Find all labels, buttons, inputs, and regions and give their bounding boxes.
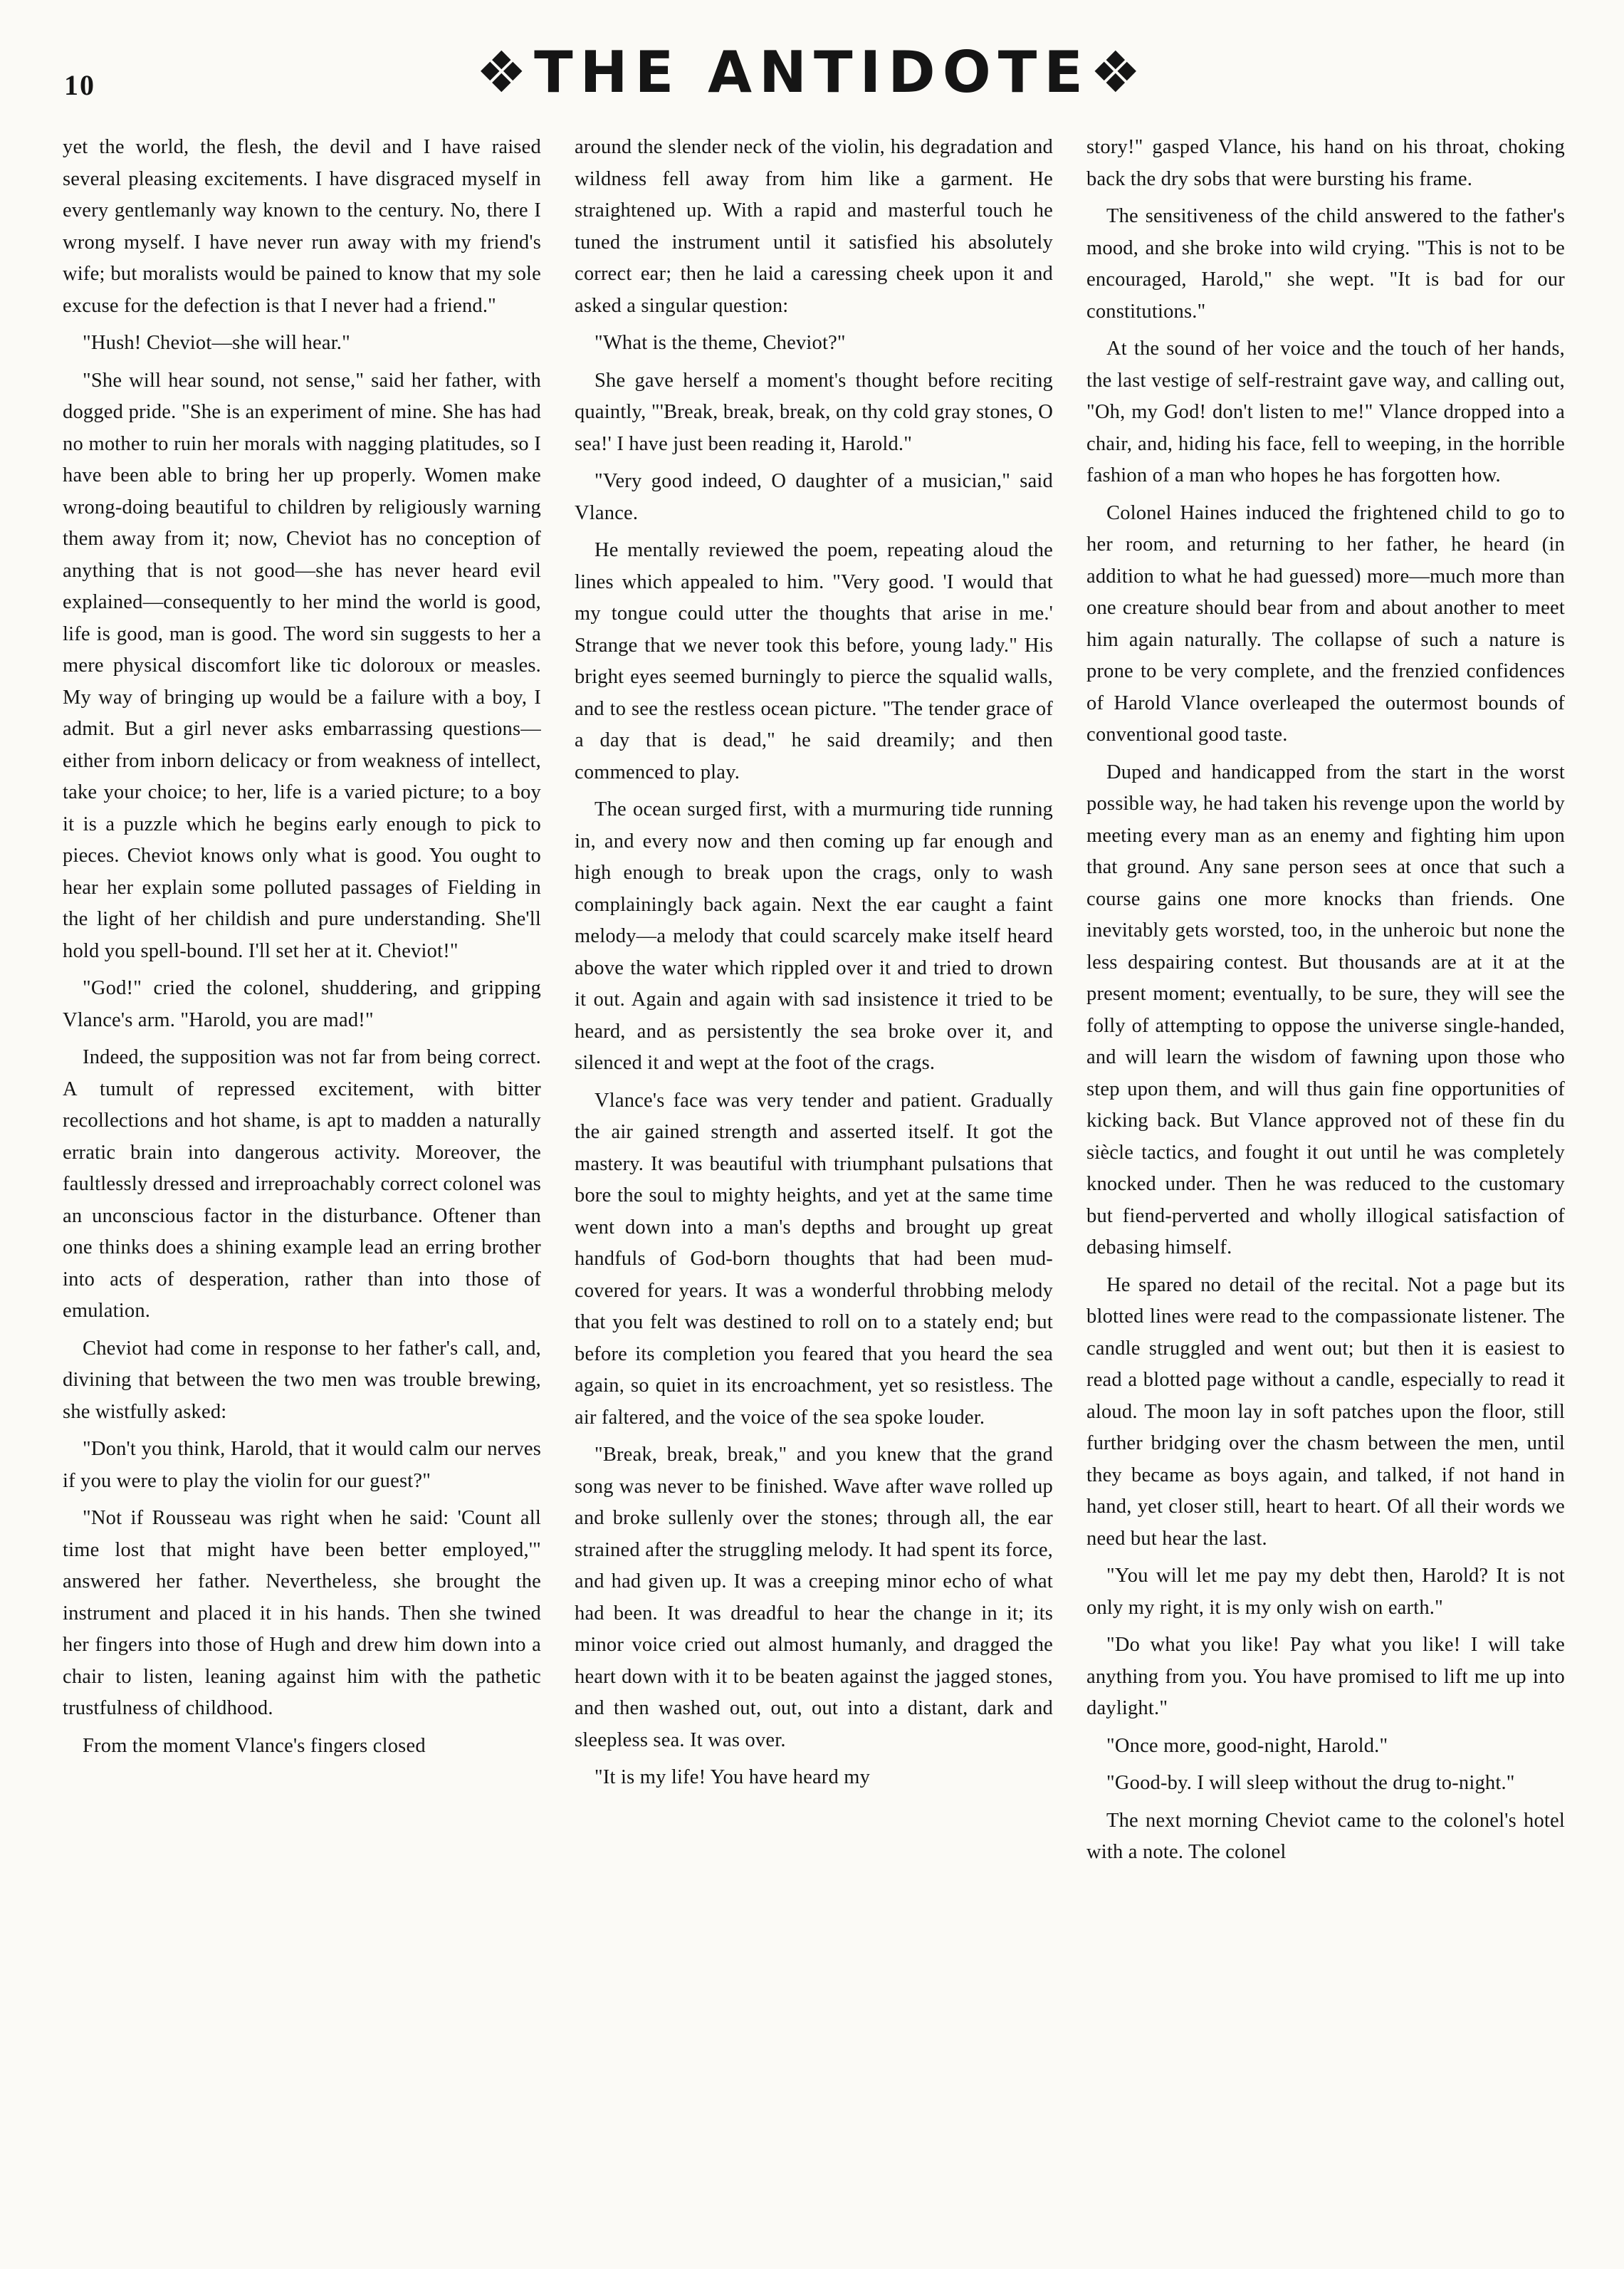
paragraph: The sensitiveness of the child answered to the father's mood, and she broke into wild crying. "This is not to be encouraged, Harold," she wept. "It is bad for our constitutions."	[1086, 205, 1565, 323]
paragraph: "Do what you like! Pay what you like! I will take anything from you. You have promised to lift me up into daylight."	[1086, 1634, 1565, 1719]
paragraph: "Once more, good-night, Harold."	[1106, 1734, 1388, 1757]
paragraph: "What is the theme, Cheviot?"	[594, 332, 846, 354]
paragraph: He spared no detail of the recital. Not a page but its blotted lines were read to the compassionate listener. The candle struggled and went out; but then it is easiest to read a blotted page without a candle, especially to read it aloud. The moon lay in soft patches upon the floor, still further bridging over the chasm between the men, until they became as boys again, and talked, if not hand in hand, yet closer still, heart to heart. Of all their words we need but hear the last.	[1086, 1273, 1565, 1550]
paragraph: "Not if Rousseau was right when he said: 'Count all time lost that might have been better employed,'" answered her father. Nevertheless, she brought the instrument and placed it in his hands. Then she twined her fingers into those of Hugh and drew him down into a chair to listen, leaning against him with the pathetic trustfulness of childhood.	[63, 1507, 541, 1719]
paragraph: "Very good indeed, O daughter of a musician," said Vlance.	[575, 470, 1053, 524]
masthead-title: ❖THE ANTIDOTE❖	[476, 39, 1148, 105]
paragraph: Duped and handicapped from the start in the worst possible way, he had taken his revenge upon the world by meeting every man as an enemy and fighting him upon that ground. Any sane person sees at once that such a course gains one more knocks than friends. One inevitably gets worsted, too, in the unheroic but none the less despairing contest. But thousands are at it at the present moment; eventually, to be sure, they will see the folly of attempting to oppose the universe single-handed, and will learn the wisdom of fawning upon those who step upon them, and will thus gain fine opportunities of kicking back. But Vlance approved not of these fin du siècle tactics, and fought it out until he was completely knocked under. Then he was reduced to the customary but fiend-perverted and wholly illogical satisfaction of debasing himself.	[1086, 761, 1565, 1258]
column-1	[63, 132, 541, 2250]
paragraph: story!" gasped Vlance, his hand on his throat, choking back the dry sobs that were bursting his frame.	[1086, 136, 1565, 190]
paragraph: "Good-by. I will sleep without the drug to-night."	[1106, 1772, 1515, 1794]
paragraph: "It is my life! You have heard my	[594, 1766, 871, 1788]
paragraph: He mentally reviewed the poem, repeating aloud the lines which appealed to him. "Very good. 'I would that my tongue could utter the thoughts that arise in me.' Strange that we never took this before, young lady." His bright eyes seemed burningly to pierce the squalid walls, and to see the restless ocean picture. "The tender grace of a day that is dead," he said dreamily; and then commenced to play.	[575, 539, 1053, 783]
column-2	[575, 132, 1053, 2250]
article-columns	[63, 132, 1565, 2250]
paragraph: "Don't you think, Harold, that it would calm our nerves if you were to play the violin for our guest?"	[63, 1438, 541, 1492]
paragraph: Cheviot had come in response to her father's call, and, divining that between the two men was trouble brewing, she wistfully asked:	[63, 1337, 541, 1423]
paragraph: "God!" cried the colonel, shuddering, and gripping Vlance's arm. "Harold, you are mad!"	[63, 977, 541, 1031]
paragraph: From the moment Vlance's fingers closed	[83, 1734, 426, 1757]
paragraph: She gave herself a moment's thought before reciting quaintly, "'Break, break, break, on thy cold gray stones, O sea!' I have just been reading it, Harold."	[575, 369, 1053, 455]
paragraph: "Break, break, break," and you knew that the grand song was never to be finished. Wave after wave rolled up and broke sullenly over the stones; through all, the ear strained after the struggling melody. It had spent its force, and had given up. It was a creeping minor echo of what had been. It was dreadful to hear the change in it; its minor voice cried out almost humanly, and dragged the heart down with it to be beaten against the jagged stones, and then washed out, out, out into a distant, dark and sleepless sea. It was over.	[575, 1444, 1053, 1751]
page-header	[0, 13, 1624, 105]
paragraph: around the slender neck of the violin, his degradation and wildness fell away from him like a garment. He straightened up. With a rapid and masterful touch he tuned the instrument until it satisfied his absolutely correct ear; then he laid a caressing cheek upon it and asked a singular question:	[575, 136, 1053, 317]
paragraph: "Hush! Cheviot—she will hear."	[83, 332, 350, 354]
paragraph: At the sound of her voice and the touch of her hands, the last vestige of self-restraint gave way, and calling out, "Oh, my God! don't listen to me!" Vlance dropped into a chair, and, hiding his face, fell to weeping, in the horrible fashion of a man who hopes he has forgotten how.	[1086, 338, 1565, 486]
paragraph: The ocean surged first, with a murmuring tide running in, and every now and then coming up far enough and high enough to break upon the crags, only to wash complainingly back again. Next the ear caught a faint melody—a melody that could scarcely make itself heard above the water which rippled over it and tried to drown it out. Again and again with sad insistence it tried to be heard, and as persistently the sea broke over it, and silenced it and wept at the foot of the crags.	[575, 798, 1053, 1074]
paragraph: The next morning Cheviot came to the colonel's hotel with a note. The colonel	[1086, 1809, 1565, 1863]
paragraph: Vlance's face was very tender and patient. Gradually the air gained strength and asserted itself. It got the mastery. It was beautiful with triumphant pulsations that bore the soul to mighty heights, and yet at the same time went down into a man's depths and brought up great handfuls of God-born thoughts that had been mud-covered for years. It was a wonderful throbbing melody that you felt was destined to roll on to a stately end; but before its completion you feared that you heard the sea again, so quiet in its encroachment, yet so resistless. The air faltered, and the voice of the sea spoke louder.	[575, 1089, 1053, 1429]
paragraph: Colonel Haines induced the frightened child to go to her room, and returning to her father, he heard (in addition to what he had guessed) more—much more than one creature should bear from and about another to meet him again naturally. The collapse of such a nature is prone to be very complete, and the frenzied confidences of Harold Vlance overleaped the outermost bounds of conventional good taste.	[1086, 501, 1565, 746]
page-number: 10	[64, 69, 95, 101]
paragraph: Indeed, the supposition was not far from being correct. A tumult of repressed excitement, with bitter recollections and hot shame, is apt to madden a naturally erratic brain into dangerous activity. Moreover, the faultlessly dressed and irreproachably correct colonel was an unconscious factor in the disturbance. Oftener than one thinks does a shining example lead an erring brother into acts of desperation, rather than into those of emulation.	[63, 1046, 541, 1322]
paragraph: yet the world, the flesh, the devil and I have raised several pleasing excitements. I have disgraced myself in every gentlemanly way known to the century. No, there I wrong myself. I have never run away with my friend's wife; but moralists would be pained to know that my sole excuse for the defection is that I never had a friend."	[63, 136, 541, 317]
paragraph: "You will let me pay my debt then, Harold? It is not only my right, it is my only wish on earth."	[1086, 1565, 1565, 1619]
paragraph: "She will hear sound, not sense," said her father, with dogged pride. "She is an experiment of mine. She has had no mother to ruin her morals with nagging platitudes, so I have been able to bring her up properly. Women make wrong-doing beautiful to children by religiously warning them away from it; now, Cheviot has no conception of anything that is not good—she has never heard evil explained—consequently to her mind the world is good, life is good, man is good. The word sin suggests to her a mere physical discomfort like tic doloroux or measles. My way of bringing up would be a failure with a boy, I admit. But a girl never asks embarrassing questions—either from inborn delicacy or from weakness of intellect, take your choice; to her, life is a varied picture; to a boy it is a puzzle which he begins early enough to pick to pieces. Cheviot knows only what is good. You ought to hear her explain some polluted passages of Fielding in the light of her childish and pure understanding. She'll hold you spell-bound. I'll set her at it. Cheviot!"	[63, 369, 541, 962]
column-3	[1086, 132, 1565, 2250]
